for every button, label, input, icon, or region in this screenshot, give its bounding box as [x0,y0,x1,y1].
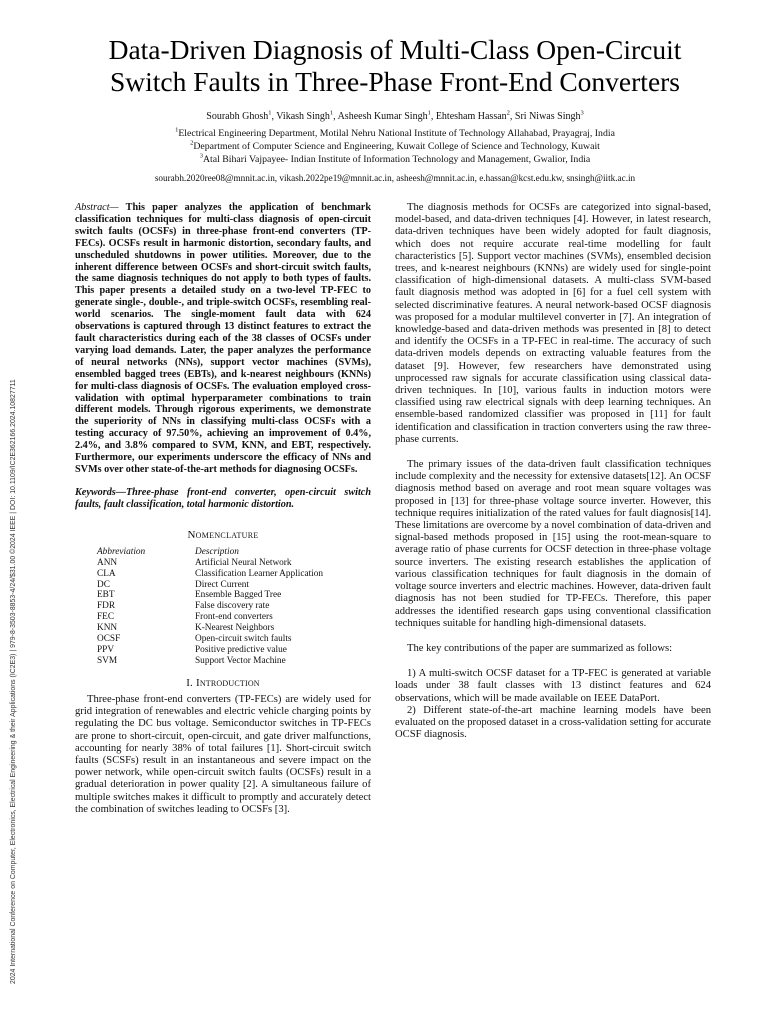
affiliation-mark: 3 [199,152,203,160]
nomenclature-table [97,547,323,667]
conference-doi-text: 2024 International Conference on Computer, Electronics, Electrical Engineering & their Applications (IC2E3) | 979-8-3503-8853-4/24/$31.00 ©2024 IEEE | DOI: 10.1109/IC2E362166.2024.10827711 [10,379,17,984]
abbreviation: OCSF [97,634,121,645]
table-row [97,645,323,656]
affiliation-2 [40,141,750,153]
author-name: Sri Niwas Singh [514,111,581,122]
author [276,111,337,122]
abbreviation: DC [97,579,110,590]
author [515,111,584,122]
description: False discovery rate [195,601,270,612]
description: Open-circuit switch faults [195,634,292,645]
keywords-body: Three-phase front-end converter, open-circuit switch faults, fault classification, total harmonic distortion. [75,486,371,510]
description: Ensemble Bagged Tree [195,590,282,601]
affiliation-text: Department of Computer Science and Engineering, Kuwait College of Science and Technology, Kuwait [193,141,600,152]
nomenclature-header-desc: Description [195,546,239,557]
table-row [97,634,323,645]
description: Positive predictive value [195,645,287,656]
affiliation-text: Electrical Engineering Department, Motilal Nehru National Institute of Technology Allahabad, Prayagraj, India [178,128,615,139]
left-column [75,202,371,816]
description: Support Vector Machine [195,655,286,666]
abbreviation: EBT [97,590,115,601]
table-row [97,580,323,591]
abstract [75,202,371,476]
author-affil-mark: 1 [268,109,272,117]
author-affil-mark: 1 [329,109,334,117]
author-separator: , [271,111,277,122]
table-row [97,612,323,623]
abbreviation: ANN [97,557,118,568]
table-row [97,656,323,667]
author-separator: , [509,111,515,122]
description: Front-end converters [195,612,273,623]
author-name: Vikash Singh [276,111,330,122]
abbreviation: CLA [97,568,116,579]
table-row [97,569,323,580]
nomenclature-header-abbr: Abbreviation [97,546,146,557]
author [338,111,436,122]
table-row [97,558,323,569]
section-heading-introduction: I. Introduction [186,676,260,689]
contribution-item-1: 1) A multi-switch OCSF dataset for a TP-FEC is generated at variable loads under 38 fault classes with 13 distinct features and 624 observations, which will be made available on IEEE DataPort. [395,668,711,704]
author-list [40,111,750,123]
paper-title-line-1: Data-Driven Diagnosis of Multi-Class Open-Circuit [108,34,682,65]
description: Direct Current [195,579,249,590]
table-row [97,623,323,634]
affiliation-mark: 2 [190,139,194,147]
table-row [97,601,323,612]
author [206,111,276,122]
body-paragraph-1: The diagnosis methods for OCSFs are categorized into signal-based, model-based, and data-driven techniques [4]. However, in latest research, data-driven techniques have been widely adopted for fault diagnosis, which does not require accurate real-time modelling for fault characteristics [5]. Support vector machines (SVMs), ensembled decision trees, and k-nearest neighbours (KNNs) are widely used for single-point classification of high-dimensional datasets. A multi-class SVM-based fault diagnosis method was adopted in [6] for a fuel cell system with selected discriminative features. A neural network-based OCSF diagnosis was proposed for a modular multilevel converter in [7]. An integration of knowledge-based and data-driven methods was presented in [8] to detect and identify the OCSFs in a TP-FEC in real-time. The accuracy of such data-driven models depends on extracting valuable features from the dataset [9]. However, few researchers have demonstrated using unprocessed raw signals for accurate classification using classical data-driven techniques. In [10], various faults in induction motors were classified using raw electrical signals with deep learning techniques. An ensemble-based randomized classifier was proposed in [11] for fault identification and classification in traction converters using the raw three-phase currents. [395,202,711,445]
author-affil-mark: 2 [506,109,510,117]
abbreviation: FEC [97,612,115,623]
description: K-Nearest Neighbors [195,623,275,634]
body-paragraph-3: The key contributions of the paper are summarized as follows: [407,642,673,654]
abbreviation: PPV [97,645,115,656]
affiliation-3 [40,154,750,166]
abstract-body: This paper analyzes the application of benchmark classification techniques for multi-class diagnosis of open-circuit switch faults (OCSFs) in three-phase front-end converters (TP-FECs). OCSFs result in harmonic distortion, secondary faults, and unscheduled shutdowns in power utilities. Moreover, due to the inherent difference between OCSFs and short-circuit switch faults, the same diagnosis techniques do not apply to both types of faults. This paper presents a detailed study on a two-level TP-FEC to generate single-, double-, and triple-switch OCSFs, resembling real-world scenarios. The single-moment fault data with 624 observations is captured through 13 distinct features to extract the fault characteristics during each of the 38 classes of OCSFs under varying load demands. Later, the paper analyzes the performance of neural networks (NNs), support vector machines (SVMs), ensembled bagged trees (EBTs), and k-nearest neighbours (KNNs) for multi-class diagnosis of OCSFs. The evaluation employed cross-validation with optimal hyperparameter combinations to train different models. Through rigorous experiments, we demonstrate the superiority of NNs in classifying multi-class OCSFs with a testing accuracy of 97.50%, achieving an improvement of 0.4%, 2.4%, and 3.8% compared to SVM, KNN, and EBT, respectively. Furthermore, our experiments underscore the efficacy of NNs and SVMs over other state-of-the-art methods for diagnosing OCSFs. [75,202,371,475]
affiliation-mark: 1 [175,126,179,134]
author-name: Asheesh Kumar Singh [337,111,428,122]
affiliation-text: Atal Bihari Vajpayee- Indian Institute of Information Technology and Management, Gwalior, India [202,154,591,165]
paper-title-line-2: Switch Faults in Three-Phase Front-End Converters [109,66,681,97]
paper-title [40,34,750,98]
abbreviation: KNN [97,623,118,634]
author-separator: , [333,111,338,122]
author-name: Ehtesham Hassan [435,111,507,122]
author-emails: sourabh.2020ree08@mnnit.ac.in, vikash.2022pe19@mnnit.ac.in, asheesh@mnnit.ac.in, e.hassan@kcst.edu.kw, snsingh@iitk.ac.in [154,173,636,183]
author-affil-mark: 3 [580,109,584,117]
abbreviation: FDR [97,601,116,612]
abstract-lead: Abstract— [75,202,119,213]
author [436,111,515,122]
description: Artificial Neural Network [195,557,292,568]
author-affil-mark: 1 [427,109,431,117]
keywords-lead: Keywords— [75,486,126,498]
nomenclature-header-row [97,547,323,558]
affiliation-1 [40,128,750,140]
author-separator: , [430,111,436,122]
intro-paragraph-1: Three-phase front-end converters (TP-FECs) are widely used for grid integration of renewables and electric vehicle charging points by regulating the DC bus voltage. Semiconductor switches in TP-FECs are prone to short-circuit, open-circuit, and gate driver malfunctions, accounting for nearly 38% of total failures [1]. Short-circuit switch faults (SCSFs) result in an instantaneous and severe impact on the power network, while open-circuit switch faults (OCSFs) result in a gradual deterioration in power quality [2]. A simultaneous failure of multiple switches makes it difficult to promptly and accurately detect the combination of switches leading to OCSFs [3]. [75,694,371,815]
abbreviation: SVM [97,655,118,666]
contribution-item-2: 2) Different state-of-the-art machine learning models have been evaluated on the proposed dataset in a cross-validation setting for accurate OCSF diagnosis. [395,704,711,741]
body-paragraph-2: The primary issues of the data-driven fault classification techniques include complexity and the necessity for extensive datasets[12]. An OCSF diagnosis method based on average and root mean square voltages was proposed in [13] for three-phase voltage source inverter. However, this technique requires initialization of the rated values for fault diagnosis[14]. These limitations are overcome by a novel combination of data-driven and signal-based methods proposed in [15] using the root-mean-square to average ratio of phase currents for OCSF detection in three-phase voltage source inverters. The existing research establishes the application of various classification techniques for fault diagnosis in the domain of voltage source inverters and electric machines. However, data-driven fault diagnosis has not been studied for TP-FECs. Therefore, this paper addresses the identified research gaps using conventional classification techniques suitable for handling high-dimensional datasets. [395,459,711,629]
right-column [395,202,711,741]
description: Classification Learner Application [195,568,324,579]
table-row [97,590,323,601]
nomenclature-heading: Nomenclature [187,528,259,541]
author-name: Sourabh Ghosh [206,111,269,122]
keywords [75,487,371,511]
